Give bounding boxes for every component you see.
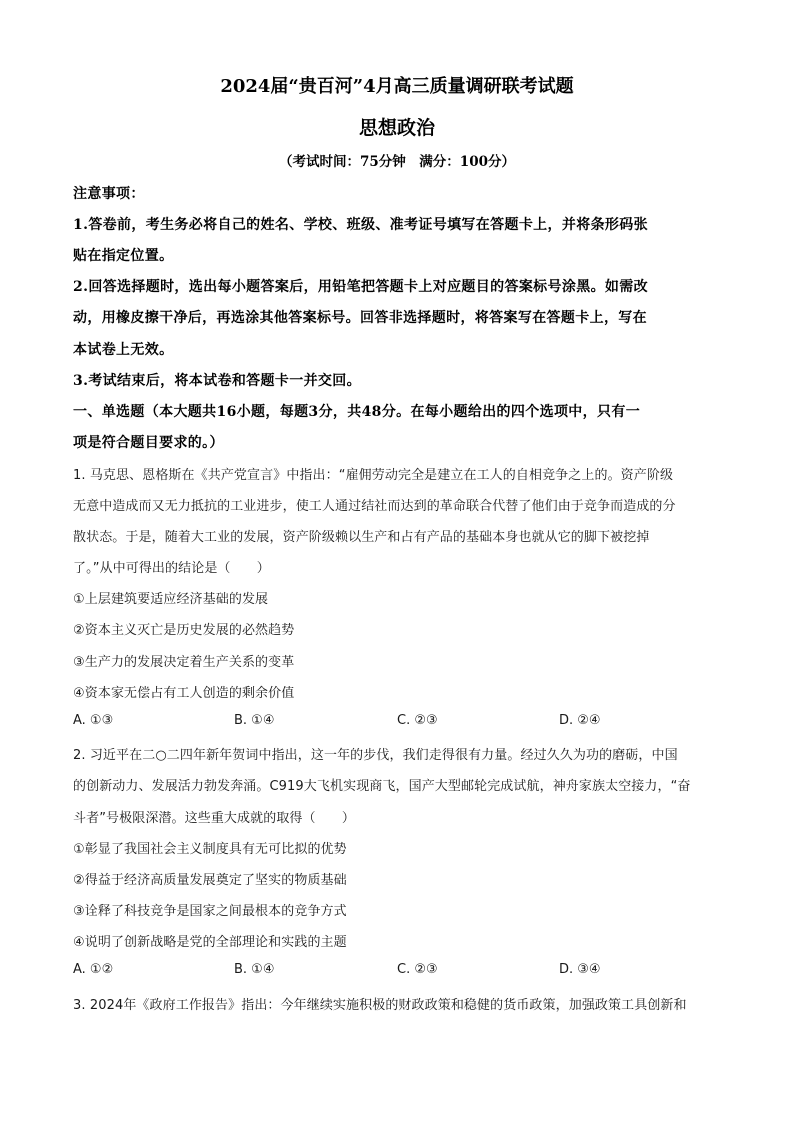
- notice-line: 2.回答选择题时，选出每小题答案后，用铅笔把答题卡上对应题目的答案标号涂黑。如需改: [73, 279, 648, 295]
- notice-line: 1.答卷前，考生务必将自己的姓名、学校、班级、准考证号填写在答题卡上，并将条形码张: [73, 217, 648, 233]
- option-c: C. ②③: [397, 962, 438, 977]
- option-c: C. ②③: [397, 713, 438, 728]
- answer-options: [73, 713, 723, 733]
- option-b: B. ①④: [234, 713, 275, 728]
- section-heading: 一、单选题（本大题共16小题，每题3分，共48分。在每小题给出的四个选项中，只有一: [73, 404, 641, 420]
- option-a: A. ①③: [73, 713, 114, 728]
- exam-title: 2024届“贵百河”4月高三质量调研联考试题: [220, 76, 574, 97]
- question-stem: 3. 2024年《政府工作报告》指出：今年继续实施积极的财政政策和稳健的货币政策，加强政策工具创新和: [73, 998, 687, 1013]
- option-b: B. ①④: [234, 962, 275, 977]
- question-statement: ①上层建筑要适应经济基础的发展: [73, 592, 269, 607]
- question-stem: 1. 马克思、恩格斯在《共产党宣言》中指出：“雇佣劳动完全是建立在工人的自相竞争之上的。资产阶级: [73, 468, 674, 483]
- question-stem: 了。”从中可得出的结论是（ ）: [73, 561, 270, 576]
- question-stem: 无意中造成而又无力抵抗的工业进步，使工人通过结社而达到的革命联合代替了他们由于竞争而造成的分: [73, 499, 676, 514]
- question-statement: ④资本家无偿占有工人创造的剩余价值: [73, 686, 295, 701]
- section-heading: 项是符合题目要求的。）: [73, 435, 224, 451]
- question-stem: 的创新动力、发展活力勃发奔涌。C919大飞机实现商飞，国产大型邮轮完成试航，神舟家族太空接力，“奋: [73, 779, 691, 794]
- notice-line: 3.考试结束后，将本试卷和答题卡一并交回。: [73, 373, 361, 389]
- question-statement: ①彰显了我国社会主义制度具有无可比拟的优势: [73, 842, 347, 857]
- question-stem: 斗者”号极限深潜。这些重大成就的取得（ ）: [73, 811, 355, 826]
- exam-info: （考试时间：75分钟 满分：100分）: [279, 154, 515, 170]
- answer-options: [73, 962, 723, 982]
- option-a: A. ①②: [73, 962, 114, 977]
- question-statement: ④说明了创新战略是党的全部理论和实践的主题: [73, 935, 347, 950]
- question-statement: ③诠释了科技竞争是国家之间最根本的竞争方式: [73, 904, 347, 919]
- question-stem: 散状态。于是，随着大工业的发展，资产阶级赖以生产和占有产品的基础本身也就从它的脚下被挖掉: [73, 530, 650, 545]
- option-d: D. ③④: [559, 962, 601, 977]
- subject-title: 思想政治: [358, 117, 435, 139]
- notice-line: 贴在指定位置。: [73, 248, 174, 264]
- option-d: D. ②④: [559, 713, 601, 728]
- notice-line: 本试卷上无效。: [73, 342, 174, 358]
- notice-line: 动，用橡皮擦干净后，再选涂其他答案标号。回答非选择题时，将答案写在答题卡上，写在: [73, 310, 647, 326]
- question-stem: 2. 习近平在二○二四年新年贺词中指出，这一年的步伐，我们走得很有力量。经过久久为功的磨砺，中国: [73, 748, 678, 763]
- notice-heading: 注意事项：: [73, 186, 145, 202]
- question-statement: ③生产力的发展决定着生产关系的变革: [73, 655, 295, 670]
- question-statement: ②资本主义灭亡是历史发展的必然趋势: [73, 623, 295, 638]
- question-statement: ②得益于经济高质量发展奠定了坚实的物质基础: [73, 873, 347, 888]
